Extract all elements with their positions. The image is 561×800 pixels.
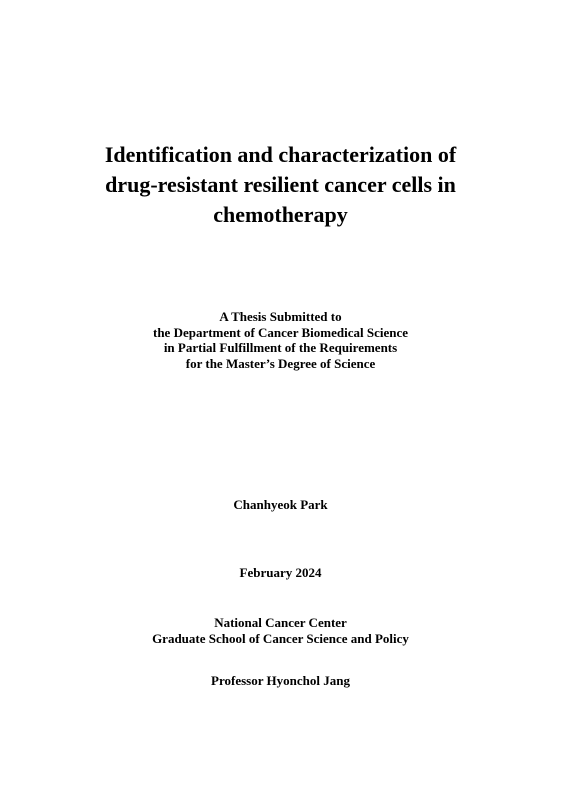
submission-line: in Partial Fulfillment of the Requirements (163, 340, 398, 355)
submission-line: A Thesis Submitted to (219, 309, 342, 324)
submission-line: the Department of Cancer Biomedical Science (152, 324, 408, 340)
submission-line: for the Master’s Degree of Science (185, 355, 376, 371)
advisor-name: Professor Hyonchol Jang (211, 673, 350, 688)
thesis-title-line: Identification and characterization of (104, 142, 457, 167)
thesis-title (0, 140, 561, 230)
author-name: Chanhyeok Park (233, 497, 328, 512)
institution (0, 615, 561, 647)
thesis-title-line: drug-resistant resilient cancer cells in (105, 172, 456, 197)
thesis-title-line: chemotherapy (213, 202, 348, 227)
submission-statement (0, 309, 561, 371)
submission-date: February 2024 (239, 565, 322, 580)
institution-line: National Cancer Center (214, 615, 347, 630)
institution-line: Graduate School of Cancer Science and Policy (152, 631, 409, 646)
